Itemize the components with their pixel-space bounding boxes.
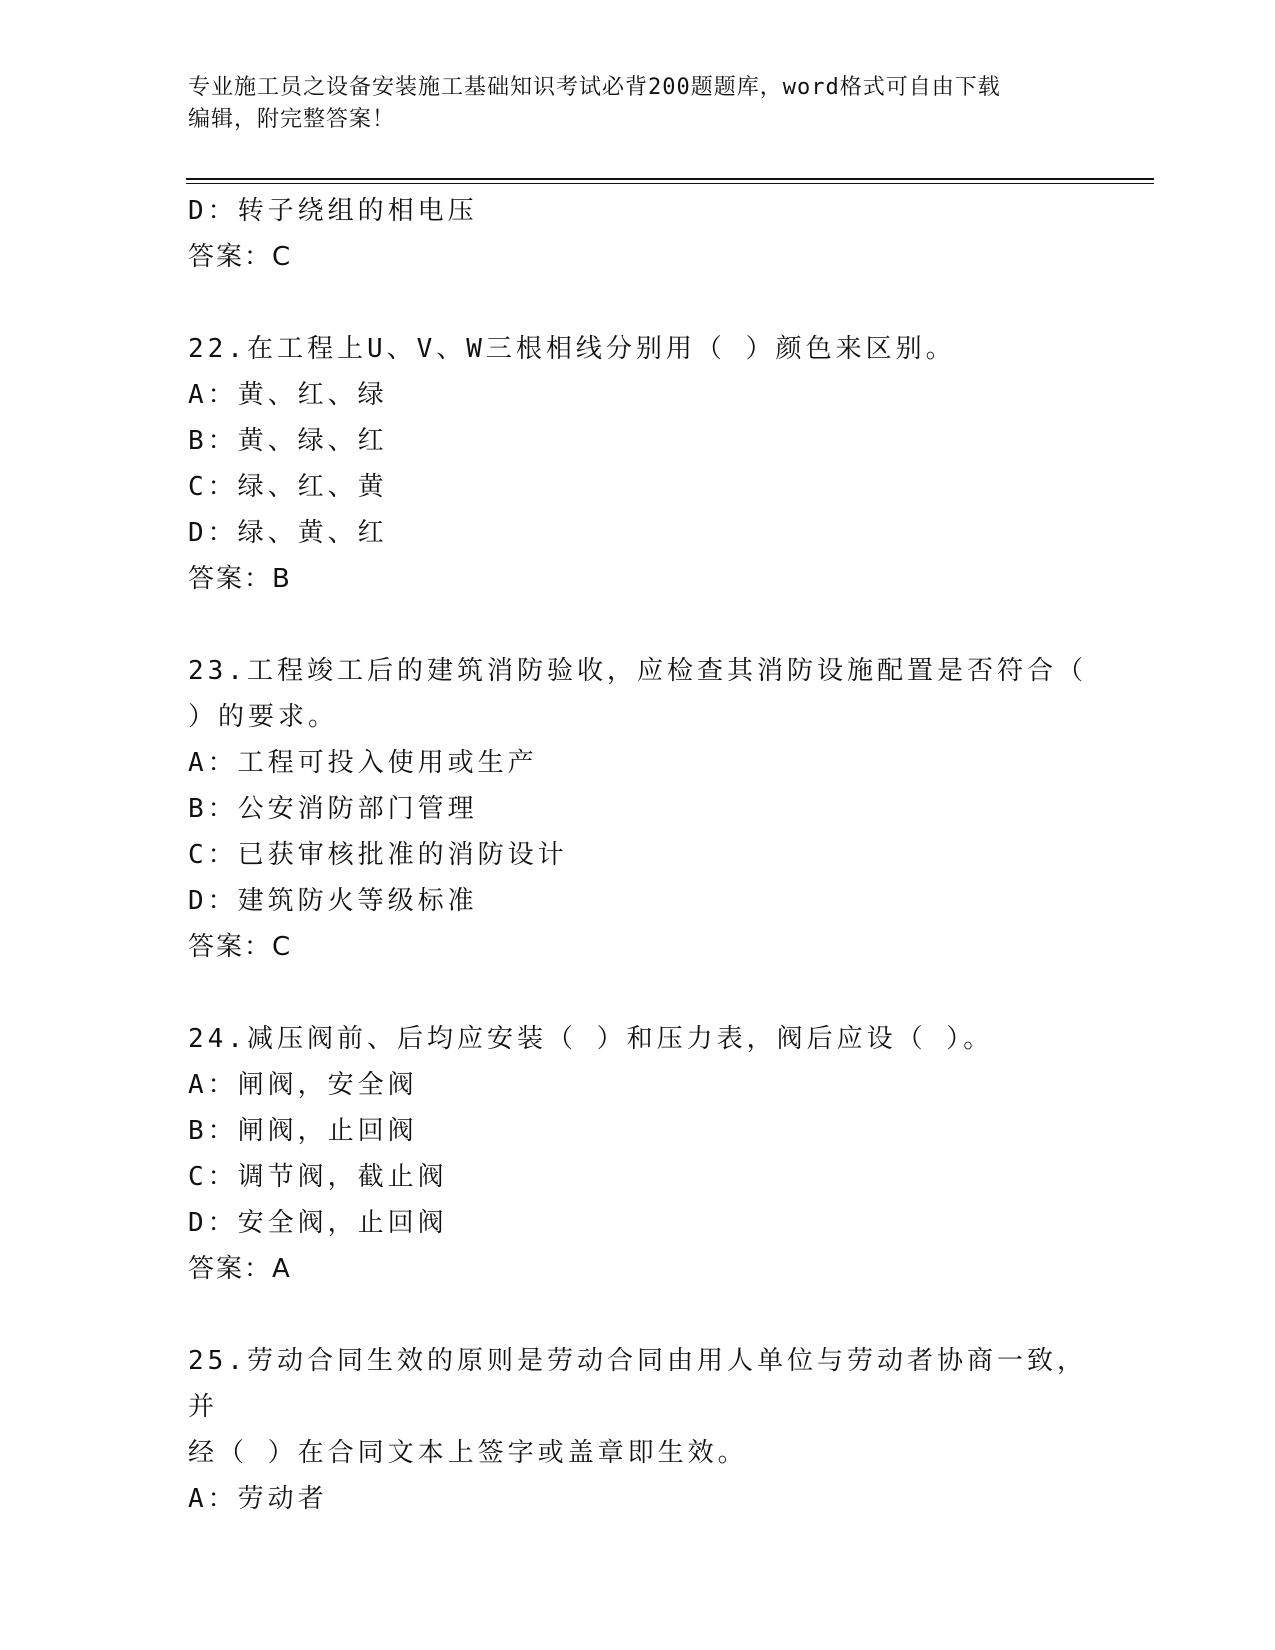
question-22 xyxy=(188,326,1088,602)
question-stem-line-2: 经（ ）在合同文本上签字或盖章即生效。 xyxy=(188,1438,748,1468)
option-d: D：建筑防火等级标准 xyxy=(188,886,478,916)
option-d: D：转子绕组的相电压 xyxy=(188,196,478,226)
option-d: D：绿、黄、红 xyxy=(188,518,388,548)
option-b: B：公安消防部门管理 xyxy=(188,794,478,824)
question-stem-line-1: 25.劳动合同生效的原则是劳动合同由用人单位与劳动者协商一致，并 xyxy=(188,1346,1087,1422)
option-a: A：工程可投入使用或生产 xyxy=(188,748,538,778)
option-a: A：黄、红、绿 xyxy=(188,380,388,410)
option-b: B：闸阀，止回阀 xyxy=(188,1116,418,1146)
header-title-line-2: 编辑，附完整答案！ xyxy=(188,107,396,132)
answer: 答案：C xyxy=(188,932,293,962)
previous-question-tail xyxy=(188,188,1088,280)
question-stem-line-1: 23.工程竣工后的建筑消防验收，应检查其消防设施配置是否符合（ xyxy=(188,656,1087,686)
header-divider-thick xyxy=(186,178,1154,180)
question-24 xyxy=(188,1016,1088,1292)
option-a: A：劳动者 xyxy=(188,1484,328,1514)
question-stem: 22.在工程上U、V、W三根相线分别用（ ）颜色来区别。 xyxy=(188,334,956,364)
question-stem-line-2: ）的要求。 xyxy=(188,702,339,732)
header-title-line-1: 专业施工员之设备安装施工基础知识考试必背200题题库，word格式可自由下载 xyxy=(188,75,1001,100)
option-c: C：已获审核批准的消防设计 xyxy=(188,840,568,870)
option-b: B：黄、绿、红 xyxy=(188,426,388,456)
question-25 xyxy=(188,1338,1088,1522)
spacer xyxy=(188,1292,1088,1338)
option-c: C：绿、红、黄 xyxy=(188,472,388,502)
answer: 答案：B xyxy=(188,564,292,594)
page-header xyxy=(188,72,1088,136)
option-d: D：安全阀，止回阀 xyxy=(188,1208,448,1238)
option-a: A：闸阀，安全阀 xyxy=(188,1070,418,1100)
spacer xyxy=(188,280,1088,326)
option-c: C：调节阀，截止阀 xyxy=(188,1162,448,1192)
answer: 答案：A xyxy=(188,1254,292,1284)
answer: 答案：C xyxy=(188,242,293,272)
question-stem: 24.减压阀前、后均应安装（ ）和压力表，阀后应设（ ）。 xyxy=(188,1024,994,1054)
spacer xyxy=(188,970,1088,1016)
header-divider-thin xyxy=(186,183,1154,184)
spacer xyxy=(188,602,1088,648)
question-23 xyxy=(188,648,1088,970)
document-body xyxy=(188,188,1088,1522)
